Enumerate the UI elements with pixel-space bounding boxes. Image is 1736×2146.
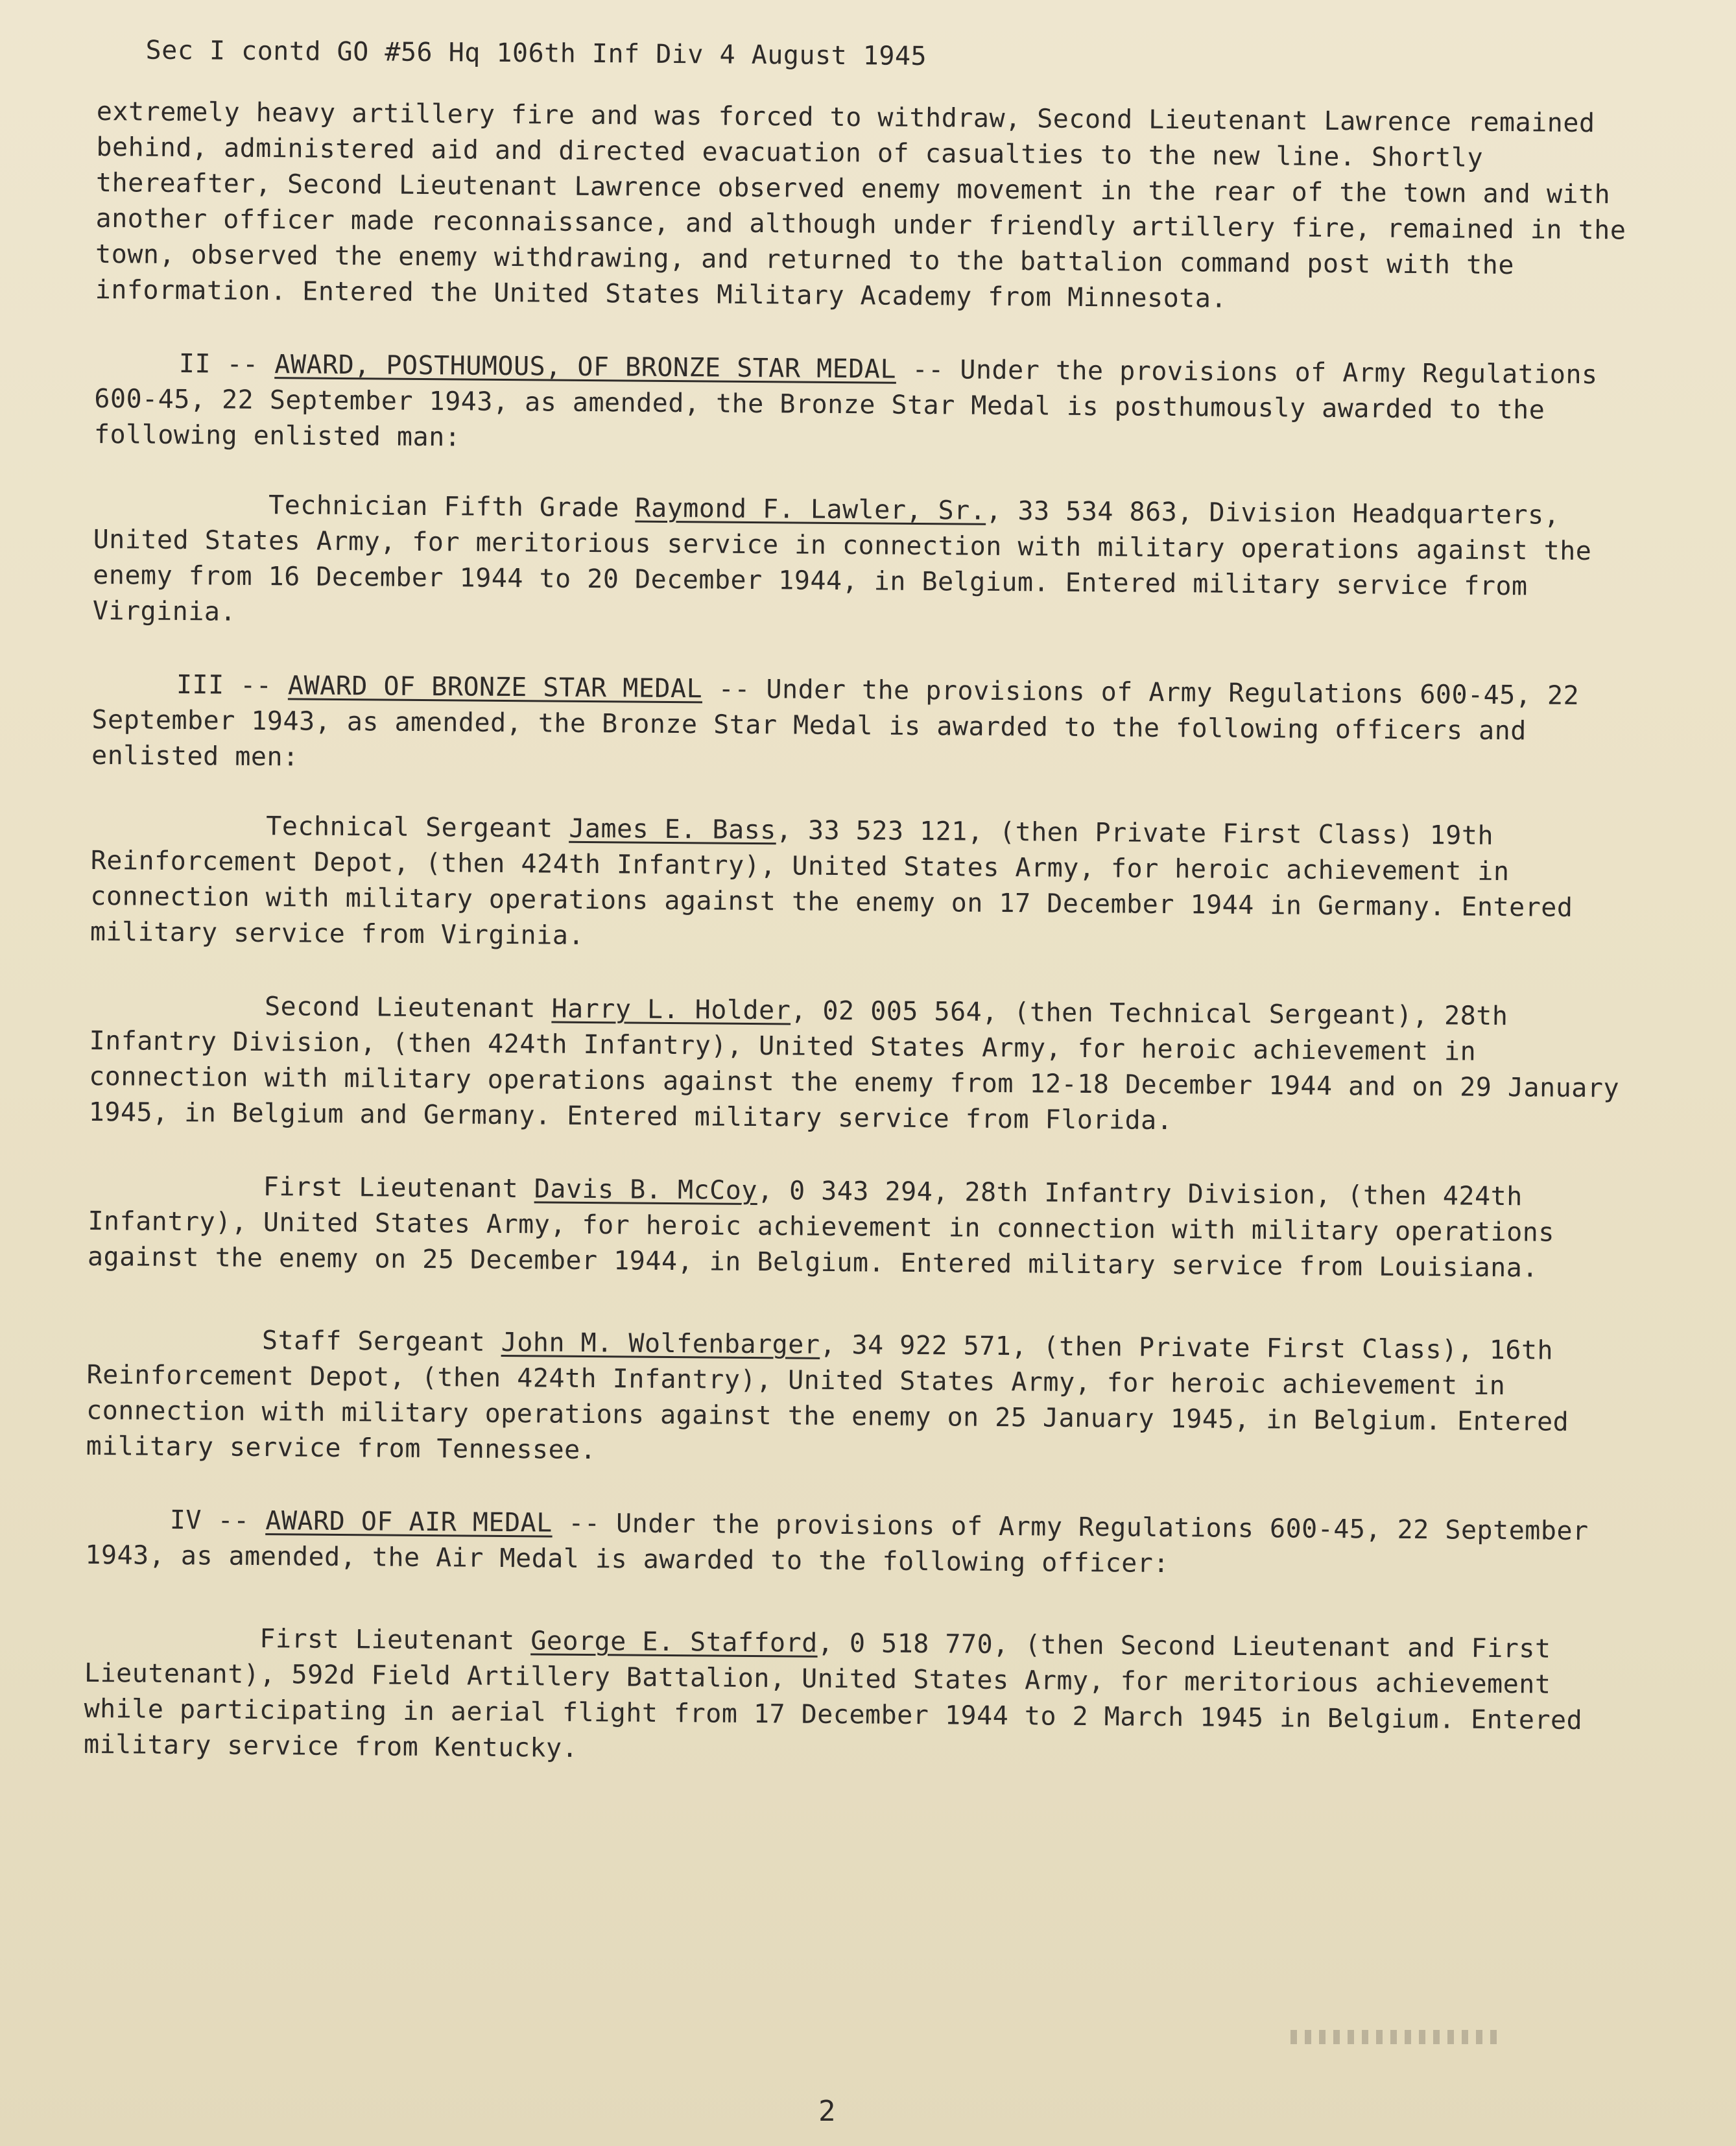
entry-rank: Second Lieutenant: [264, 992, 536, 1024]
section-iii-title: AWARD OF BRONZE STAR MEDAL: [287, 671, 703, 704]
entry-name: James E. Bass: [569, 813, 777, 846]
entry-name: John M. Wolfenbarger: [501, 1327, 820, 1360]
award-entry: [84, 1620, 1641, 1775]
award-entry: [93, 486, 1650, 641]
entry-rank: Staff Sergeant: [261, 1326, 486, 1357]
award-entry: [90, 807, 1648, 962]
section-iv-paragraph: [85, 1502, 1642, 1586]
entry-name: Harry L. Holder: [551, 994, 791, 1026]
section-ii-number: II --: [178, 349, 259, 379]
entry-details: , 34 922 571, (then Private First Class), 16th Reinforcement Depot, (then 424th Infantry), United States Army, for heroic achievement in connection with military operations against the enemy on 25 January 1945, in Belgium. Entered military service from Tennessee.: [86, 1329, 1569, 1466]
section-iii-intro: -- Under the provisions of Army Regulations 600-45, 22 September 1943, as amended, the Bronze Star Medal is awarded to the following officers and enlisted men:: [91, 674, 1580, 772]
section-iv-number: IV --: [169, 1505, 250, 1536]
entry-details: , 02 005 564, (then Technical Sergeant), 28th Infantry Division, (then 424th Infantry), United States Army, for heroic achievement in connection with military operations against the enemy from 12-18 December 1944 and on 29 January 1945, in Belgium and Germany. Entered military service from Florida.: [88, 996, 1620, 1136]
entry-details: , 33 534 863, Division Headquarters, United States Army, for meritorious service in connection with military operations against the enemy from 16 December 1944 to 20 December 1944, in Belgium. Entered military service from Virginia.: [92, 495, 1592, 627]
section-iv-intro: -- Under the provisions of Army Regulations 600-45, 22 September 1943, as amended, the Air Medal is awarded to the following officer:: [85, 1508, 1589, 1579]
award-entry: [88, 1168, 1645, 1287]
ink-smudge: [1290, 2030, 1498, 2044]
section-ii-title: AWARD, POSTHUMOUS, OF BRONZE STAR MEDAL: [274, 350, 897, 385]
section-iii-number: III --: [176, 669, 272, 701]
document-header: Sec I contd GO #56 Hq 106th Inf Div 4 August 1945: [145, 35, 927, 72]
section-ii-paragraph: [94, 346, 1651, 465]
page-number: 2: [818, 2095, 836, 2128]
typed-document: [84, 19, 1654, 1775]
entry-details: , 0 343 294, 28th Infantry Division, (then 424th Infantry), United States Army, for heroic achievement in connection with military operations against the enemy on 25 December 1944, in Belgium. Entered military service from Louisiana.: [87, 1176, 1555, 1283]
award-entry: [89, 988, 1647, 1143]
entry-details: , 0 518 770, (then Second Lieutenant and First Lieutenant), 592d Field Artillery Battalion, United States Army, for meritorious achievement while participating in aerial flight from 17 December 1944 to 2 March 1945 in Belgium. Entered military service from Kentucky.: [83, 1628, 1583, 1763]
entry-rank: First Lieutenant: [259, 1624, 515, 1656]
continuation-paragraph: extremely heavy artillery fire and was forced to withdraw, Second Lieutenant Lawrence remained behind, administered aid and directed evacuation of casualties to the new line. Shortly thereafter, Second Lieutenant Lawrence observed enemy movement in the rear of the town and with another officer made reconnaissance, and although under friendly artillery fire, remained in the town, observed the enemy withdrawing, and returned to the battalion command post with the information. Entered the United States Military Academy from Minnesota.: [95, 96, 1626, 314]
award-entry: [86, 1322, 1644, 1477]
section-ii-intro: -- Under the provisions of Army Regulations 600-45, 22 September 1943, as amended, the Bronze Star Medal is posthumously awarded to the following enlisted man:: [93, 354, 1598, 453]
entry-name: Davis B. McCoy: [534, 1174, 758, 1206]
entry-name: Raymond F. Lawler, Sr.: [635, 493, 986, 526]
entry-rank: Technical Sergeant: [266, 811, 553, 844]
entry-name: George E. Stafford: [530, 1626, 818, 1658]
entry-rank: Technician Fifth Grade: [268, 490, 620, 523]
section-iii-paragraph: [91, 667, 1648, 786]
entry-rank: First Lieutenant: [263, 1172, 519, 1204]
section-iv-title: AWARD OF AIR MEDAL: [265, 1506, 553, 1538]
entry-details: , 33 523 121, (then Private First Class) 19th Reinforcement Depot, (then 424th Infantry), United States Army, for heroic achievement in connection with military operations against the enemy on 17 December 1944 in Germany. Entered military service from Virginia.: [89, 815, 1573, 951]
